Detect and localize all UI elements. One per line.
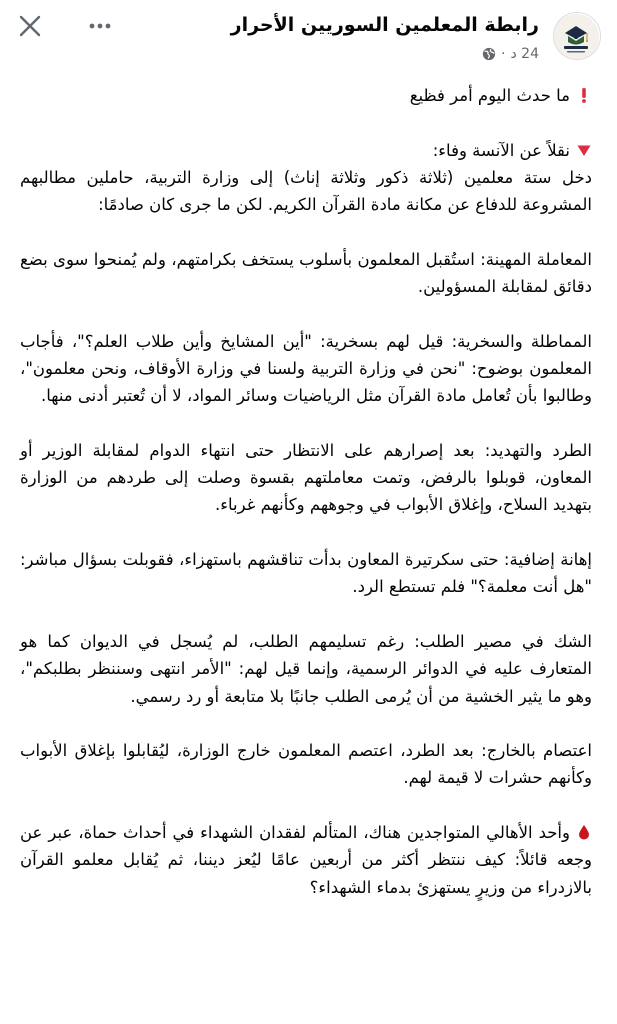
- more-options-icon[interactable]: [86, 12, 114, 40]
- post-text: [20, 82, 592, 901]
- post-paragraph: نقلاً عن الآنسة وفاء:: [20, 137, 592, 164]
- blood-drop-icon: [576, 824, 592, 840]
- globe-icon: [482, 47, 496, 61]
- post-time[interactable]: 24 د: [510, 46, 539, 62]
- red-triangle-down-icon: [576, 142, 592, 158]
- post-paragraph: وأحد الأهالي المتواجدين هناك، المتألم لفقدان الشهداء في أحداث حماة، عبر عن وجعه قائلاً: كيف ننتظر أكثر من أربعين عامًا ليُعز ديننا، ثم يُقابل معلمو القرآن بالازدراء من وزيرٍ يستهزئ بدماء الشهداء؟: [20, 823, 592, 897]
- post-paragraph: الطرد والتهديد: بعد إصرارهم على الانتظار حتى انتهاء الدوام لمقابلة الوزير أو المعاون، قوبلوا بالرفض، وتمت معاملتهم بقسوة وصلت إلى طردهم من الوزارة بتهديد السلاح، وإغلاق الأبواب في وجوههم وكأنهم غرباء.: [20, 440, 592, 515]
- post-header: [0, 0, 617, 78]
- exclamation-icon: [576, 87, 592, 103]
- post-paragraph: إهانة إضافية: حتى سكرتيرة المعاون بدأت تناقشهم باستهزاء، فقوبلت بسؤال مباشر: "هل أنت معلمة؟" فلم تستطع الرد.: [20, 550, 592, 597]
- post-paragraph: الشك في مصير الطلب: رغم تسليمهم الطلب، لم يُسجل في الديوان كما هو المتعارف عليه في الدوائر الرسمية، وإنما قيل لهم: "الأمر انتهى وسننظر بطلبكم"، وهو ما يثير الخشية من أن يُرمى الطلب جانبًا بلا متابعة أو رد رسمي.: [20, 631, 592, 706]
- post-paragraph: اعتصام بالخارج: بعد الطرد، اعتصم المعلمون خارج الوزارة، ليُقابلوا بإغلاق الأبواب وكأنهم حشرات لا قيمة لهم.: [20, 741, 592, 788]
- post-paragraph: المعاملة المهينة: استُقبل المعلمون بأسلوب يستخف بكرامتهم، ولم يُمنحوا سوى بضع دقائق لمقابلة المسؤولين.: [20, 249, 592, 297]
- page-name[interactable]: رابطة المعلمين السوريين الأحرار: [230, 14, 539, 36]
- post-paragraph: دخل ستة معلمين (ثلاثة ذكور وثلاثة إناث) إلى وزارة التربية، حاملين مطالبهم المشروعة للدفاع عن مكانة مادة القرآن الكريم. لكن ما جرى كان صادمًا:: [20, 167, 592, 215]
- post-paragraph: المماطلة والسخرية: قيل لهم بسخرية: "أين المشايخ وأين طلاب العلم؟"، فأجاب المعلمون بوضوح: "نحن في وزارة التربية ولسنا في وزارة الأوقاف، ونحن معلمون"، وطالبوا بأن تُعامل مادة القرآن مثل الرياضيات وسائر المواد، لا أن تُعتبر أدنى منها.: [20, 331, 592, 406]
- meta-dot: ·: [501, 46, 506, 62]
- close-icon[interactable]: [16, 12, 44, 40]
- post-paragraph: ما حدث اليوم أمر فظيع: [20, 82, 592, 109]
- post-meta: [482, 46, 539, 62]
- page-avatar[interactable]: [553, 12, 601, 60]
